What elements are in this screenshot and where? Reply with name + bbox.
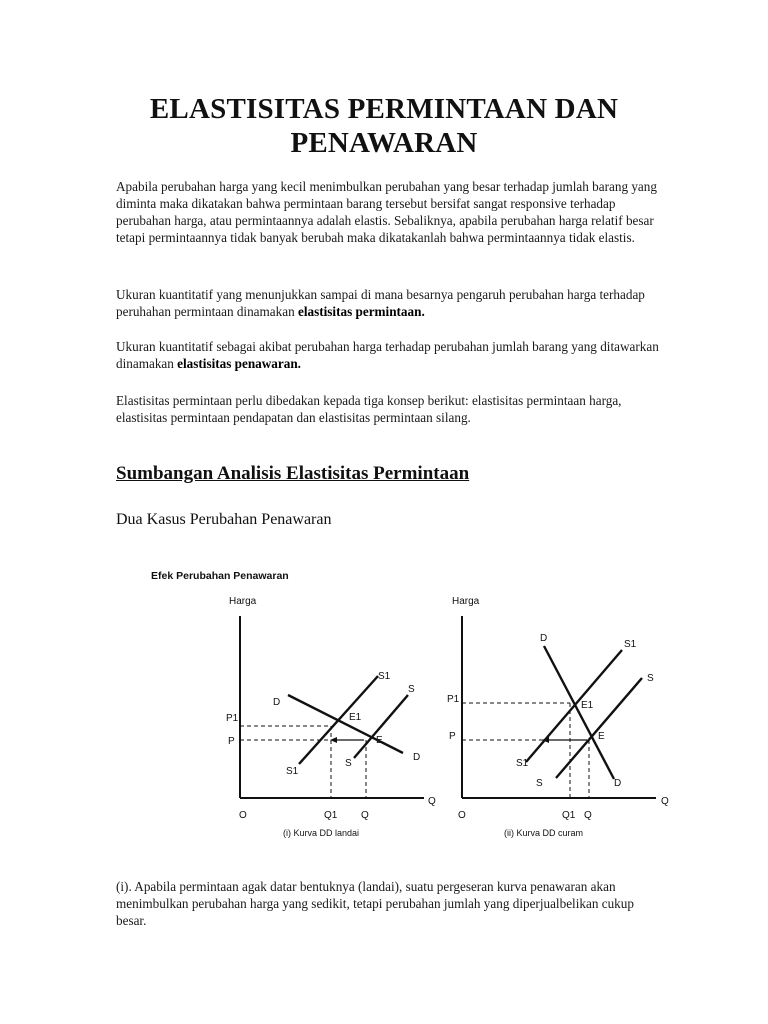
right-panel-caption: (ii) Kurva DD curam: [504, 828, 584, 838]
paragraph-1: Apabila perubahan harga yang kecil menimbulkan perubahan yang besar terhadap jumlah barang yang diminta maka dikatakan bahwa permintaan barang tersebut bersifat sangat responsive terhadap perubahan harga, atau permintaannya adalah elastis. Sebaliknya, apabila perubahan harga relatif besar tetapi permintaannya tidak banyak berubah maka dikatakanlah bahwa permintaannya tidak elastis.: [116, 179, 657, 245]
right-demand-label-bottom: D: [614, 778, 622, 789]
right-s1-label-bottom: S1: [516, 758, 529, 769]
right-x-axis-label: Q: [661, 796, 669, 807]
left-s1-label-top: S1: [378, 671, 391, 682]
paragraph-2: [116, 286, 661, 320]
supply-shift-figure: [116, 550, 706, 860]
figure-svg: [116, 550, 706, 860]
left-p-label: P: [228, 736, 235, 747]
figure-title: Efek Perubahan Penawaran: [151, 570, 289, 582]
left-x-axis-label: Q: [428, 796, 436, 807]
left-e1-label: E1: [349, 712, 362, 723]
paragraph-3-text: Ukuran kuantitatif sebagai akibat perubahan harga terhadap perubahan jumlah barang yang ditawarkan dinamakan: [116, 339, 659, 371]
right-s1-label-top: S1: [624, 639, 637, 650]
document-title: [60, 92, 708, 160]
right-e-label: E: [598, 731, 605, 742]
left-s-label-bottom: S: [345, 758, 352, 769]
paragraph-3-bold: elastisitas penawaran.: [177, 356, 301, 371]
right-p-label: P: [449, 731, 456, 742]
left-s-label-top: S: [408, 684, 415, 695]
title-line-2: PENAWARAN: [290, 127, 478, 159]
left-y-axis-label: Harga: [229, 596, 257, 607]
right-p1-label: P1: [447, 694, 460, 705]
right-origin-label: O: [458, 810, 466, 821]
right-y-axis-label: Harga: [452, 596, 480, 607]
subsection-title: Dua Kasus Perubahan Penawaran: [116, 511, 332, 528]
left-q1-label: Q1: [324, 810, 338, 821]
paragraph-5: (i). Apabila permintaan agak datar bentuknya (landai), suatu pergeseran kurva penawaran akan menimbulkan perubahan harga yang sedikit, tetapi perubahan jumlah yang diperjualbelikan cukup besar.: [116, 879, 634, 928]
right-e1-label: E1: [581, 700, 594, 711]
left-demand-label-top: D: [273, 697, 281, 708]
paragraph-4: Elastisitas permintaan perlu dibedakan kepada tiga konsep berikut: elastisitas permintaan harga, elastisitas permintaan pendapatan dan elastisitas permintaan silang.: [116, 393, 622, 425]
left-q-label: Q: [361, 810, 369, 821]
left-s1-label-bottom: S1: [286, 766, 299, 777]
left-demand-label-bottom: D: [413, 752, 421, 763]
right-demand-label-top: D: [540, 633, 548, 644]
left-e-label: E: [376, 735, 383, 746]
left-panel-caption: (i) Kurva DD landai: [283, 828, 360, 838]
paragraph-3: [116, 338, 661, 372]
paragraph-2-text: Ukuran kuantitatif yang menunjukkan sampai di mana besarnya pengaruh perubahan harga terhadap peruhahan permintaan dinamakan: [116, 287, 645, 319]
right-q1-label: Q1: [562, 810, 576, 821]
right-q-label: Q: [584, 810, 592, 821]
right-s-label-bottom: S: [536, 778, 543, 789]
right-s-label-top: S: [647, 673, 654, 684]
left-p1-label: P1: [226, 713, 239, 724]
left-origin-label: O: [239, 810, 247, 821]
paragraph-2-bold: elastisitas permintaan.: [298, 304, 425, 319]
section-title: Sumbangan Analisis Elastisitas Permintaan: [116, 463, 470, 484]
title-line-1: ELASTISITAS PERMINTAAN DAN: [149, 93, 619, 125]
